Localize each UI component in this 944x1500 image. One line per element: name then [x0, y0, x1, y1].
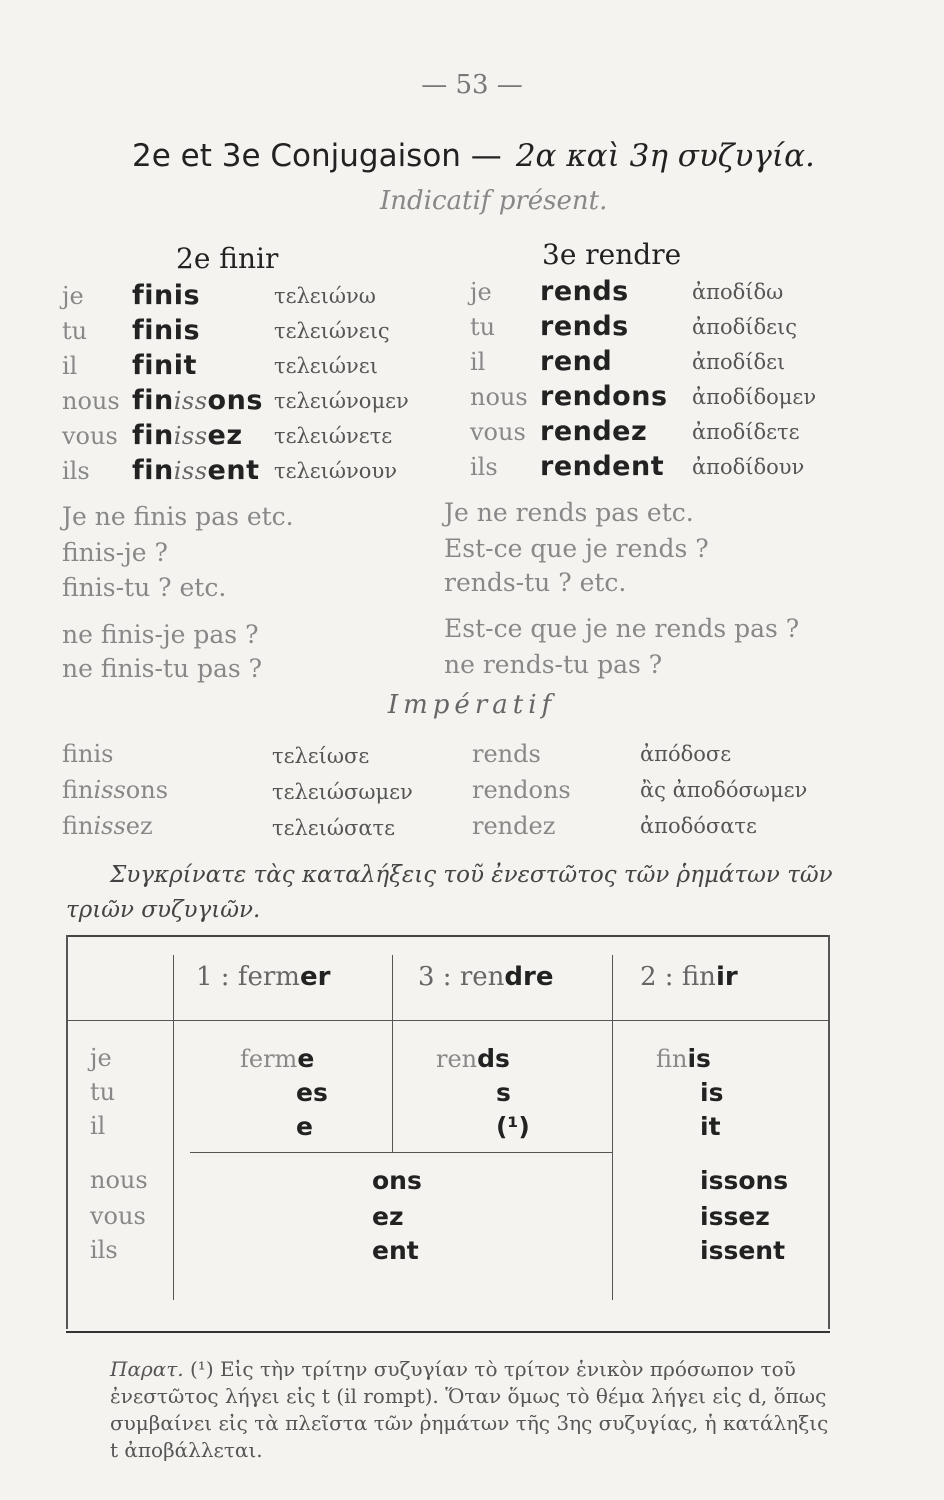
verb-stem: fin — [132, 385, 174, 416]
rendre-greek: ἀποδίδουν — [692, 455, 805, 479]
rendre-greek: ἀποδίδομεν — [692, 385, 817, 409]
instruction-line-1: Συγκρίνατε τὰς καταλήξεις τοῦ ἐνεστῶτος τῶν ῥημάτων τῶν — [110, 862, 833, 888]
table-col-divider-1 — [173, 955, 174, 1300]
verb-ending: ons — [125, 776, 169, 804]
imperatif-rendre-greek: ἂς ἀποδόσωμεν — [640, 778, 808, 802]
imperatif-finir-greek: τελειώσωμεν — [272, 780, 413, 804]
finir-cell: is — [700, 1078, 724, 1107]
finir-plural-ending: issons — [700, 1166, 789, 1195]
verb-infix: iss — [93, 812, 126, 840]
cell-stem: ferm — [240, 1045, 298, 1073]
finir-negative: Je ne finis pas etc. — [62, 502, 294, 531]
footnote — [110, 1356, 834, 1464]
imperatif-rendre: rendez — [472, 812, 556, 840]
finir-greek: τελειώνουν — [274, 459, 397, 483]
verb-stem: fin — [132, 420, 174, 451]
cell-ending: is — [687, 1044, 711, 1073]
rendre-pronoun: nous — [470, 383, 528, 411]
rendre-pronoun: il — [470, 348, 486, 376]
rendre-form: rends — [540, 276, 629, 307]
rendre-form: rendons — [540, 381, 668, 412]
finir-greek: τελειώνει — [274, 354, 378, 378]
table-header — [418, 962, 553, 992]
table-pronoun: ils — [90, 1236, 118, 1264]
finir-plural-ending: issez — [700, 1202, 770, 1231]
verb-infix: iss — [173, 387, 208, 415]
finir-form — [132, 385, 263, 416]
header-stem: ferm — [237, 962, 300, 992]
verb-stem: fin — [132, 455, 174, 486]
finir-pronoun: vous — [62, 422, 118, 450]
rendre-greek: ἀποδίδει — [692, 350, 786, 374]
finir-pronoun: tu — [62, 317, 88, 345]
title-french: 2e et 3e Conjugaison — — [132, 138, 502, 174]
rendre-pronoun: ils — [470, 453, 498, 481]
verb-stem: fin — [62, 776, 94, 804]
verb-ending: ent — [207, 455, 260, 486]
header-ending: ir — [715, 962, 738, 992]
header-number: 2 : — [640, 962, 682, 992]
section-subtitle: Indicatif présent. — [380, 186, 608, 216]
imperatif-rendre-greek: ἀποδόσατε — [640, 814, 757, 838]
finir-greek: τελειώνω — [274, 284, 376, 308]
finir-negative: ne finis-tu pas ? — [62, 654, 263, 683]
rendre-pronoun: tu — [470, 313, 496, 341]
common-ending: ons — [372, 1166, 422, 1195]
header-number: 1 : — [196, 962, 238, 992]
rendre-form: rendez — [540, 416, 648, 447]
rendre-negative: Je ne rends pas etc. — [444, 498, 694, 527]
imperatif-rendre: rendons — [472, 776, 571, 804]
fermer-cell: e — [296, 1112, 313, 1141]
imperatif-finir — [62, 740, 113, 768]
finir-form — [132, 420, 243, 451]
table-header — [196, 962, 330, 992]
rendre-cell: s — [496, 1078, 511, 1107]
imperatif-finir-greek: τελείωσε — [272, 744, 370, 768]
finir-pronoun: je — [62, 282, 84, 310]
finir-greek: τελειώνετε — [274, 424, 393, 448]
rendre-greek: ἀποδίδεις — [692, 315, 798, 339]
imperatif-finir-greek: τελειώσατε — [272, 816, 396, 840]
header-ending: er — [299, 962, 331, 992]
verb-ending: ez — [207, 420, 243, 451]
rendre-cell — [436, 1044, 510, 1073]
fermer-cell: es — [296, 1078, 328, 1107]
rendre-pronoun: vous — [470, 418, 526, 446]
verb-infix: iss — [173, 422, 208, 450]
table-col-divider-2 — [392, 955, 393, 1152]
rendre-greek: ἀποδίδετε — [692, 420, 800, 444]
rendre-negative: Est-ce que je ne rends pas ? — [444, 614, 800, 643]
finir-cell — [656, 1044, 711, 1073]
rendre-heading: 3e rendre — [542, 238, 682, 271]
fermer-cell — [240, 1044, 314, 1073]
table-singular-rule — [190, 1152, 612, 1153]
verb-infix: iss — [93, 776, 126, 804]
finir-form — [132, 280, 200, 311]
verb-infix: iss — [173, 457, 208, 485]
table-right-border — [828, 935, 830, 1329]
table-pronoun: tu — [90, 1078, 116, 1106]
table-pronoun: je — [90, 1044, 112, 1072]
imperatif-rendre-greek: ἀπόδοσε — [640, 742, 732, 766]
table-left-border — [66, 935, 68, 1329]
table-col-divider-3 — [612, 955, 613, 1300]
finir-form — [132, 455, 260, 486]
rendre-greek: ἀποδίδω — [692, 280, 784, 304]
cell-ending: e — [297, 1044, 315, 1073]
finir-greek: τελειώνομεν — [274, 389, 409, 413]
header-number: 3 : — [418, 962, 460, 992]
page-number: — 53 — — [421, 70, 523, 100]
rendre-negative: Est-ce que je rends ? — [444, 534, 709, 563]
rendre-form: rends — [540, 311, 629, 342]
finir-plural-ending: issent — [700, 1236, 786, 1265]
imperatif-rendre: rends — [472, 740, 541, 768]
rendre-negative: ne rends-tu pas ? — [444, 650, 663, 679]
page-title — [132, 138, 815, 174]
finir-negative: finis-je ? — [62, 538, 168, 567]
finir-greek: τελειώνεις — [274, 319, 390, 343]
rendre-cell: (¹) — [496, 1112, 530, 1141]
cell-stem: ren — [436, 1045, 478, 1073]
cell-stem: fin — [656, 1045, 688, 1073]
finir-pronoun: nous — [62, 387, 120, 415]
common-ending: ez — [372, 1202, 404, 1231]
finir-negative: finis-tu ? etc. — [62, 573, 227, 602]
finir-pronoun: ils — [62, 457, 90, 485]
imperatif-heading: Impératif — [387, 690, 557, 720]
imperatif-finir — [62, 812, 153, 840]
footnote-text: (¹) Εἰς τὴν τρίτην συζυγίαν τὸ τρίτον ἑνικὸν πρόσωπον τοῦ ἐνεστῶτος λήγει εἰς t (il rompt). Ὅταν ὅμως τὸ θέμα λήγει εἰς d, ὅπως συμβαίνει εἰς τὰ πλεῖστα τῶν ῥημάτων τῆς 3ης συζυγίας, ἡ κατάληξις t ἀποβάλλεται. — [110, 1357, 829, 1462]
rendre-pronoun: je — [470, 278, 492, 306]
table-header-rule — [66, 1020, 830, 1021]
finir-negative: ne finis-je pas ? — [62, 620, 259, 649]
finir-form — [132, 350, 197, 381]
instruction-line-2: τριῶν συζυγιῶν. — [66, 897, 261, 923]
finir-pronoun: il — [62, 352, 78, 380]
finir-heading: 2e finir — [176, 242, 279, 275]
verb-stem: finis — [62, 740, 114, 768]
verb-stem: finis — [132, 280, 201, 311]
header-stem: fin — [681, 962, 716, 992]
rendre-negative: rends-tu ? etc. — [444, 568, 627, 597]
table-pronoun: il — [90, 1112, 106, 1140]
rendre-form: rend — [540, 346, 613, 377]
rendre-form: rendent — [540, 451, 665, 482]
imperatif-finir — [62, 776, 168, 804]
header-ending: dre — [504, 962, 554, 992]
cell-ending: ds — [477, 1044, 510, 1073]
verb-ending: ons — [207, 385, 263, 416]
verb-ending: ez — [125, 812, 153, 840]
finir-cell: it — [700, 1112, 721, 1141]
table-pronoun: nous — [90, 1166, 148, 1194]
table-header — [640, 962, 738, 992]
table-pronoun: vous — [90, 1202, 146, 1230]
verb-stem: fin — [62, 812, 94, 840]
verb-stem: finis — [132, 315, 201, 346]
finir-form — [132, 315, 200, 346]
verb-stem: finit — [132, 350, 197, 381]
title-greek: 2α καὶ 3η συζυγία. — [515, 138, 815, 174]
header-stem: ren — [459, 962, 505, 992]
footnote-abbr: Παρατ. — [110, 1357, 184, 1381]
common-ending: ent — [372, 1236, 419, 1265]
